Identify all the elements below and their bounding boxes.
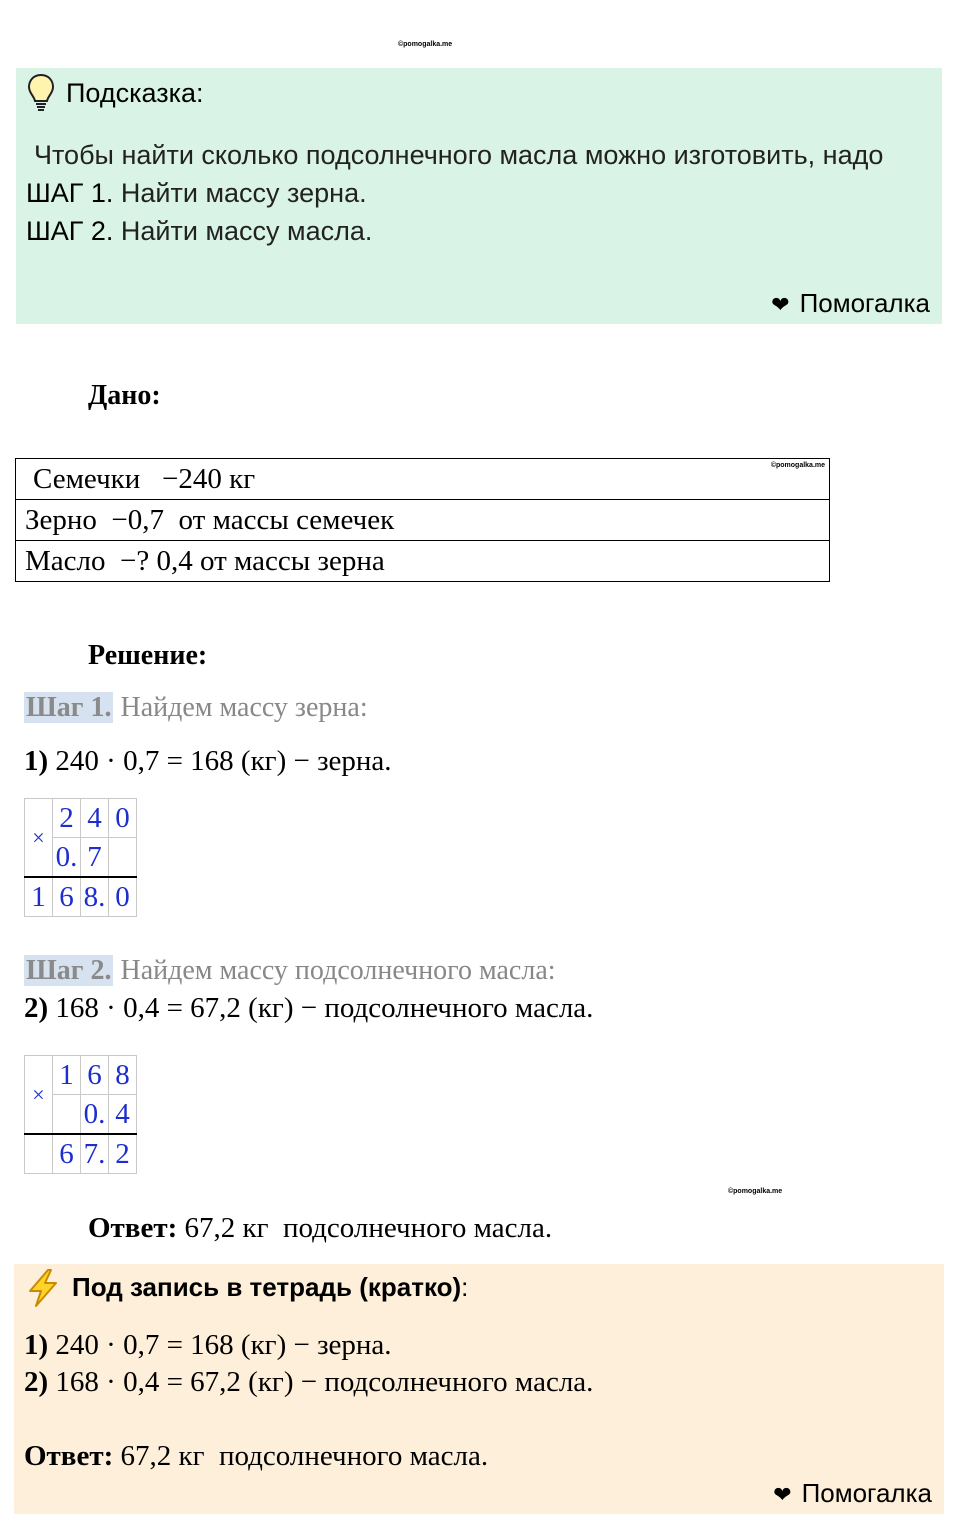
grid-cell: 7 [81,838,109,878]
given-row-seeds: Семечки −240 кг ©pomogalka.me [16,459,830,500]
lightning-icon [24,1268,62,1308]
short-record-title-text: Под запись в тетрадь (кратко) [72,1272,462,1302]
given-row-grain: Зерно −0,7 от массы семечек [16,500,830,541]
grid-cell: 8. [81,877,109,917]
brand-name: Помогалка [799,288,930,318]
grid-cell: 8 [109,1056,137,1095]
hint-step-1-text: Найти массу зерна. [120,178,367,208]
grid-cell: 0 [109,799,137,838]
grid-cell: 1 [25,877,53,917]
answer-label: Ответ: [88,1212,178,1244]
grid-cell [25,1134,53,1174]
grid-cell: 0. [53,838,81,878]
grid-cell [109,838,137,878]
grid-cell: 6 [53,877,81,917]
equation-1-number: 1) [24,745,49,777]
short-record-title [72,1272,468,1303]
hint-step-2-label: ШАГ 2. [26,216,114,246]
grid-cell: 0. [81,1095,109,1135]
heart-icon: ❤ [773,1482,792,1507]
brand-name: Помогалка [801,1478,932,1508]
step-1-heading [24,692,368,724]
step-2-tag: Шаг 2. [26,955,112,986]
given-row-oil: Масло −? 0,4 от массы зерна [16,541,830,582]
short-answer [24,1440,488,1473]
grid-cell [53,1095,81,1135]
multiplication-grid-1 [24,798,137,917]
short-equation-2 [24,1366,593,1399]
grid-cell: 4 [109,1095,137,1135]
step-1-tag: Шаг 1. [26,692,112,723]
table-row [16,459,830,500]
answer [88,1212,552,1245]
short-equation-1-text: 240 · 0,7 = 168 (кг) − зерна. [55,1329,392,1361]
grid-cell: 4 [81,799,109,838]
solution-heading: Решение: [88,640,208,671]
short-answer-label: Ответ: [24,1440,114,1472]
short-answer-text: 67,2 кг подсолнечного масла. [120,1440,489,1472]
short-equation-2-number: 2) [24,1366,49,1398]
step-1-text: Найдем массу зерна: [120,692,368,723]
given-heading: Дано: [88,380,161,411]
equation-2 [24,992,593,1025]
hint-title: Подсказка: [66,78,204,108]
hint-step-1-label: ШАГ 1. [26,178,114,208]
equation-2-number: 2) [24,992,49,1024]
hint-step-2 [26,212,906,250]
equation-1-text: 240 · 0,7 = 168 (кг) − зерна. [55,745,392,777]
brand-signature [773,1478,932,1509]
grid-cell: 1 [53,1056,81,1095]
given-table [15,458,830,582]
multiply-sign: × [25,799,53,878]
grid-cell: 6 [53,1134,81,1174]
grid-cell: 0 [109,877,137,917]
step-2-heading [24,955,556,987]
short-record-title-colon: : [461,1272,469,1302]
watermark: ©pomogalka.me [770,462,825,469]
short-equation-1-number: 1) [24,1329,49,1361]
equation-1 [24,745,392,778]
grid-cell: 2 [109,1134,137,1174]
grid-cell: 6 [81,1056,109,1095]
short-equation-1 [24,1329,392,1362]
hint-intro: Чтобы найти сколько подсолнечного масла можно изготовить, надо [34,140,884,170]
hint-text [26,136,906,250]
table-row [16,500,830,541]
step-2-text: Найдем массу подсолнечного масла: [120,955,556,986]
multiplication-grid-2 [24,1055,137,1174]
heart-icon: ❤ [771,292,790,317]
table-row [16,541,830,582]
grid-cell: 2 [53,799,81,838]
short-equation-2-text: 168 · 0,4 = 67,2 (кг) − подсолнечного масла. [55,1366,594,1398]
watermark: ©pomogalka.me [728,1188,783,1195]
lightbulb-icon [26,72,56,112]
hint-step-1 [26,174,906,212]
equation-2-text: 168 · 0,4 = 67,2 (кг) − подсолнечного масла. [55,992,594,1024]
multiply-sign: × [25,1056,53,1135]
hint-step-2-text: Найти массу масла. [120,216,373,246]
answer-text: 67,2 кг подсолнечного масла. [184,1212,553,1244]
watermark: ©pomogalka.me [398,41,453,48]
grid-cell: 7. [81,1134,109,1174]
brand-signature [771,288,930,319]
